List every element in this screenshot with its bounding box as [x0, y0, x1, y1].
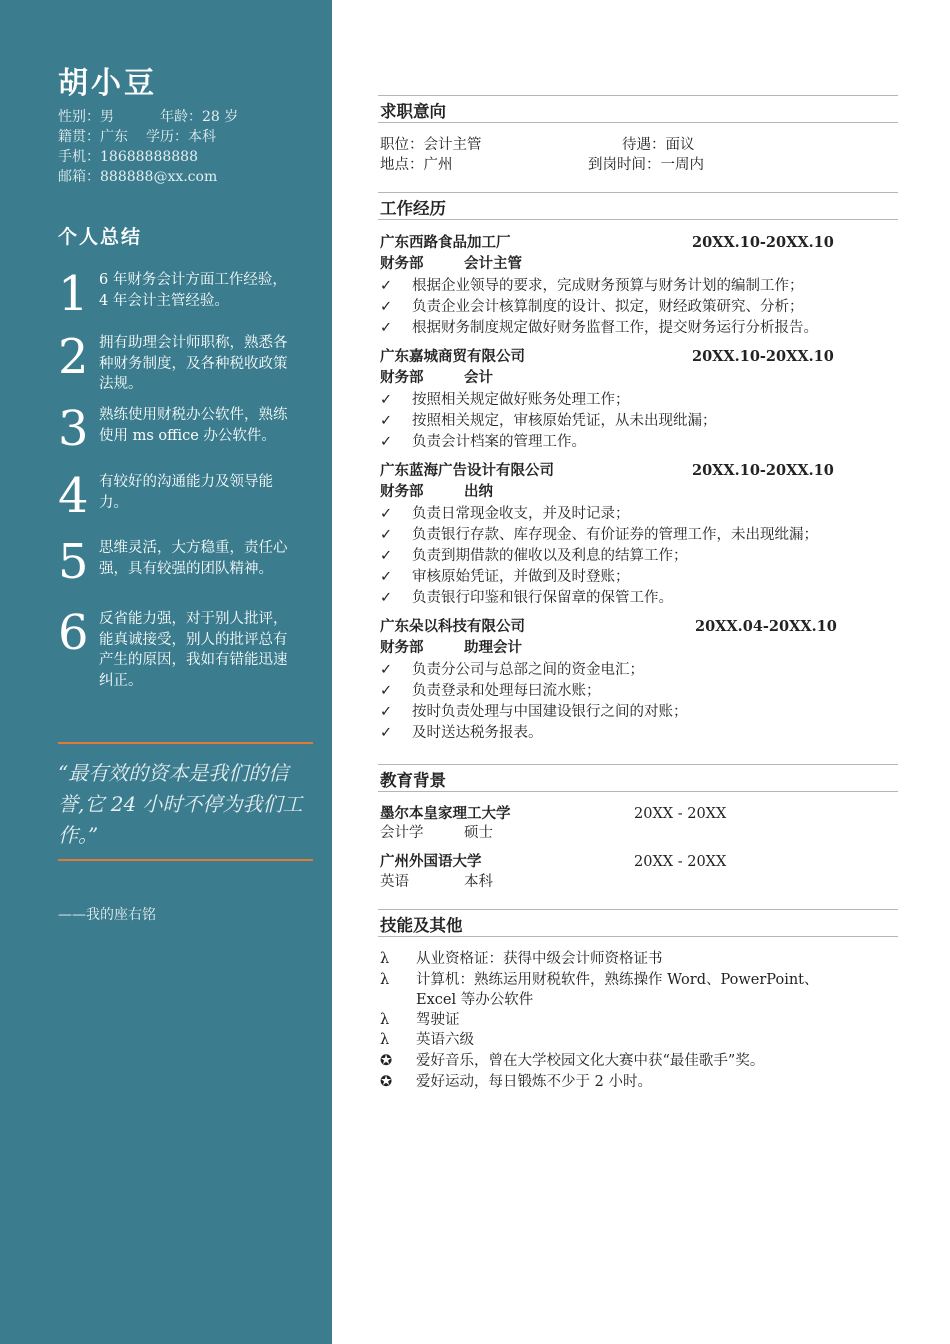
company-name: 广东蓝海广告设计有限公司: [380, 463, 554, 479]
summary-number: 6: [58, 605, 89, 661]
school-period: 20XX - 20XX: [634, 806, 727, 822]
job-dept: 财务部: [380, 640, 424, 656]
company-name: 广东西路食品加工厂: [380, 235, 511, 251]
summary-number: 2: [58, 329, 89, 385]
job-role: 会计主管: [464, 256, 522, 272]
candidate-name: 胡小豆: [58, 66, 157, 101]
school-period: 20XX - 20XX: [634, 854, 727, 870]
check-icon: ✓: [380, 662, 393, 678]
motto-attribution: ——我的座右铭: [58, 907, 156, 923]
duty-item: ✓ 负责登录和处理每曰流水账；: [380, 681, 601, 702]
check-icon: ✓: [380, 590, 393, 606]
summary-number: 5: [58, 534, 89, 590]
job-role: 助理会计: [464, 640, 522, 656]
check-icon: ✓: [380, 548, 393, 564]
section-header-skills: [378, 909, 898, 937]
section-title: 技能及其他: [380, 916, 463, 935]
divider: [58, 859, 313, 861]
duty-item: ✓ 负责分公司与总部之间的资金电汇；: [380, 660, 644, 681]
intent-location: 地点：广州: [380, 157, 453, 173]
duty-item: ✓ 审核原始凭证，并做到及时登账；: [380, 567, 630, 588]
summary-title: 个人总结: [58, 226, 143, 248]
duty-item: ✓ 根据企业领导的要求，完成财务预算与财务计划的编制工作；: [380, 276, 804, 297]
summary-text: 6 年财务会计方面工作经验，4 年会计主管经验。: [99, 272, 287, 309]
check-icon: ✓: [380, 704, 393, 720]
origin-education-line: [58, 126, 216, 146]
job-role: 出纳: [464, 484, 493, 500]
section-header-work: [378, 192, 898, 220]
summary-number: 4: [58, 468, 89, 524]
school-degree: 硕士: [464, 825, 493, 841]
duty-item: ✓ 及时送达税务报表。: [380, 723, 543, 744]
email: 邮箱：888888@xx.com: [58, 169, 218, 185]
job-period: 20XX.04-20XX.10: [695, 618, 837, 635]
summary-text: 反省能力强，对于别人批评，能真诚接受，别人的批评总有产生的原因，我如有错能迅速纠正。: [99, 611, 288, 689]
check-icon: ✓: [380, 725, 393, 741]
origin: 籍贯：广东: [58, 129, 128, 145]
check-icon: ✓: [380, 278, 393, 294]
duty-item: ✓ 负责到期借款的催收以及利息的结算工作；: [380, 546, 688, 567]
lambda-icon: λ: [380, 1012, 390, 1028]
duty-item: ✓ 按时负责处理与中国建设银行之间的对账；: [380, 702, 688, 723]
job-period: 20XX.10-20XX.10: [692, 348, 834, 365]
check-icon: ✓: [380, 683, 393, 699]
job-dept: 财务部: [380, 256, 424, 272]
school-name: 墨尔本皇家理工大学: [380, 806, 511, 822]
check-icon: ✓: [380, 299, 393, 315]
summary-text: 有较好的沟通能力及领导能力。: [99, 474, 273, 511]
duty-item: ✓ 负责日常现金收支，并及时记录；: [380, 504, 630, 525]
job-role: 会计: [464, 370, 493, 386]
star-circle-icon: ✪: [380, 1053, 393, 1069]
duty-item: ✓ 负责银行印鉴和银行保留章的保管工作。: [380, 588, 673, 609]
gender-age-line: [58, 106, 238, 126]
summary-text: 熟练使用财税办公软件，熟练使用 ms office 办公软件。: [99, 407, 288, 444]
check-icon: ✓: [380, 392, 393, 408]
school-major: 会计学: [380, 825, 424, 841]
job-dept: 财务部: [380, 370, 424, 386]
motto-quote: “最有效的资本是我们的信誉,它 24 小时不停为我们工作。”: [58, 761, 303, 847]
summary-text: 拥有助理会计师职称，熟悉各种财务制度，及各种税收政策法规。: [99, 335, 288, 392]
lambda-icon: λ: [380, 1032, 390, 1048]
sidebar: [0, 0, 332, 1344]
star-circle-icon: ✪: [380, 1074, 393, 1090]
job-dept: 财务部: [380, 484, 424, 500]
education-level: 学历：本科: [146, 129, 216, 145]
summary-text: 思维灵活，大方稳重，责任心强，具有较强的团队精神。: [99, 540, 288, 577]
lambda-icon: λ: [380, 951, 390, 967]
duty-item: ✓ 负责银行存款、库存现金、有价证券的管理工作，未出现纰漏；: [380, 525, 818, 546]
section-header-intent: [378, 95, 898, 123]
intent-salary: 待遇：面议: [622, 137, 695, 153]
intent-position: 职位：会计主管: [380, 137, 482, 153]
check-icon: ✓: [380, 527, 393, 543]
duty-item: ✓ 根据财务制度规定做好财务监督工作，提交财务运行分析报告。: [380, 318, 818, 339]
section-header-education: [378, 764, 898, 792]
company-name: 广东嘉城商贸有限公司: [380, 349, 525, 365]
intent-arrival: 到岗时间：一周内: [588, 157, 704, 173]
check-icon: ✓: [380, 434, 393, 450]
section-title: 工作经历: [380, 199, 446, 218]
section-title: 教育背景: [380, 771, 446, 790]
check-icon: ✓: [380, 320, 393, 336]
job-period: 20XX.10-20XX.10: [692, 462, 834, 479]
school-degree: 本科: [464, 874, 493, 890]
check-icon: ✓: [380, 569, 393, 585]
duty-item: ✓ 负责企业会计核算制度的设计、拟定，财经政策研究、分析；: [380, 297, 804, 318]
check-icon: ✓: [380, 413, 393, 429]
summary-number: 3: [58, 401, 89, 457]
check-icon: ✓: [380, 506, 393, 522]
divider: [58, 742, 313, 744]
age: 年龄：28 岁: [160, 109, 239, 125]
company-name: 广东朵以科技有限公司: [380, 619, 525, 635]
gender: 性别：男: [58, 109, 114, 125]
job-period: 20XX.10-20XX.10: [692, 234, 834, 251]
school-major: 英语: [380, 874, 409, 890]
duty-item: ✓ 负责会计档案的管理工作。: [380, 432, 586, 453]
summary-number: 1: [58, 266, 89, 322]
school-name: 广州外国语大学: [380, 854, 482, 870]
duty-item: ✓ 按照相关规定做好账务处理工作；: [380, 390, 630, 411]
duty-item: ✓ 按照相关规定，审核原始凭证，从未出现纰漏；: [380, 411, 717, 432]
section-title: 求职意向: [380, 102, 446, 121]
phone: 手机：18688888888: [58, 149, 198, 165]
lambda-icon: λ: [380, 972, 390, 988]
